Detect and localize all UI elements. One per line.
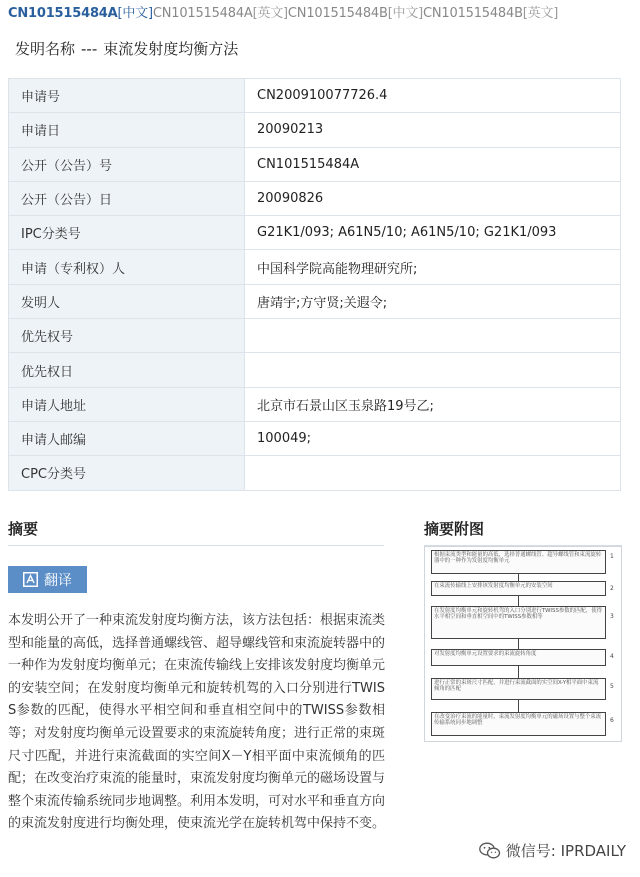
wechat-icon: [479, 842, 501, 860]
document-version-links: [8, 2, 558, 21]
invention-title-label: 发明名称: [15, 40, 76, 58]
flowchart-step: 在发射度均衡单元和旋转机驾的入口分别进行TWISS参数的匹配，使得水平相空间和垂直相空间中的TWISS参数相等: [431, 606, 606, 639]
row-key: 申请（专利权）人: [9, 250, 245, 284]
row-key: CPC分类号: [9, 456, 245, 490]
flowchart-arrow: [518, 596, 519, 606]
row-value: 北京市石景山区玉泉路19号乙;: [245, 387, 621, 421]
row-value: 100049;: [245, 421, 621, 455]
flowchart-step: 在改变治疗束流的能量时，束流发射度均衡单元的磁场设置与整个束流传输系统同步地调整: [431, 712, 606, 736]
flowchart-step-number: 1: [610, 553, 614, 560]
row-key: 申请人地址: [9, 387, 245, 421]
version-link-cn-b-zh[interactable]: CN101515484B[中文]: [287, 6, 424, 21]
flowchart-arrow: [518, 666, 519, 678]
row-value: G21K1/093; A61N5/10; A61N5/10; G21K1/093: [245, 216, 621, 250]
invention-title-separator: ---: [81, 40, 98, 58]
row-key: 申请人邮编: [9, 421, 245, 455]
invention-title: [15, 38, 238, 59]
flowchart-step-number: 5: [610, 683, 614, 690]
version-link-cn-a-zh[interactable]: CN101515484A[中文]: [8, 6, 153, 21]
abstract-heading: 摘要: [8, 520, 39, 538]
row-key: 优先权号: [9, 319, 245, 353]
flowchart-step-number: 3: [610, 613, 614, 620]
table-row: [9, 250, 621, 284]
version-link-cn-b-en[interactable]: CN101515484B[英文]: [423, 6, 559, 21]
row-value: [245, 456, 621, 490]
table-row: [9, 147, 621, 181]
abstract-divider: [8, 545, 384, 546]
table-row: [9, 79, 621, 113]
row-key: 申请号: [9, 79, 245, 113]
table-row: [9, 387, 621, 421]
row-value: [245, 319, 621, 353]
translate-button[interactable]: [8, 566, 87, 593]
flowchart-step-number: 6: [610, 717, 614, 724]
table-row: [9, 216, 621, 250]
flowchart-arrow: [518, 574, 519, 581]
version-link-cn-a-en[interactable]: CN101515484A[英文]: [152, 6, 288, 21]
flowchart-step-number: 4: [610, 653, 614, 660]
table-row: [9, 284, 621, 318]
row-key: 发明人: [9, 284, 245, 318]
translate-icon: [23, 572, 38, 587]
row-key: 优先权日: [9, 353, 245, 387]
flowchart-step: 根据束流类型和能量的高低，选择普通螺线管、超导螺线管和束流旋转器中的一种作为发射度均衡单元: [431, 550, 606, 574]
flowchart-step: 进行正常的束斑尺寸匹配，并进行束流截面的实空间X-Y相平面中束流倾角的匹配: [431, 678, 606, 700]
abstract-figure-heading: 摘要附图: [424, 520, 485, 538]
row-value: 20090213: [245, 113, 621, 147]
table-row: [9, 113, 621, 147]
table-row: [9, 181, 621, 215]
row-key: 公开（公告）号: [9, 147, 245, 181]
flowchart-step: 在束流传输线上安排该发射度均衡单元的安装空间: [431, 581, 606, 596]
table-row: [9, 456, 621, 490]
flowchart-step-number: 2: [610, 585, 614, 592]
flowchart-arrow: [518, 639, 519, 649]
wechat-watermark: [479, 840, 626, 861]
row-value: 唐靖宇;方守贤;关遐令;: [245, 284, 621, 318]
translate-button-label: 翻译: [44, 571, 72, 588]
flowchart-step: 对发射度均衡单元设置要求的束流旋转角度: [431, 649, 606, 666]
row-value: CN101515484A: [245, 147, 621, 181]
row-key: 申请日: [9, 113, 245, 147]
flowchart-arrow: [518, 700, 519, 712]
row-value: 中国科学院高能物理研究所;: [245, 250, 621, 284]
row-value: CN200910077726.4: [245, 79, 621, 113]
row-value: [245, 353, 621, 387]
table-row: [9, 319, 621, 353]
watermark-text: 微信号: IPRDAILY: [505, 842, 626, 860]
row-value: 20090826: [245, 181, 621, 215]
row-key: IPC分类号: [9, 216, 245, 250]
row-key: 公开（公告）日: [9, 181, 245, 215]
invention-title-name: 束流发射度均衡方法: [103, 40, 239, 58]
abstract-text: 本发明公开了一种束流发射度均衡方法，该方法包括：根据束流类型和能量的高低，选择普通螺线管、超导螺线管和束流旋转器中的一种作为发射度均衡单元；在束流传输线上安排该发射度均衡单元的安装空间；在发射度均衡单元和旋转机驾的入口分别进行TWISS参数的匹配，使得水平相空间和垂直相空间中的TWISS参数相等；对发射度均衡单元设置要求的束流旋转角度；进行正常的束斑尺寸匹配，并进行束流截面的实空间X－Y相平面中束流倾角的匹配；在改变治疗束流的能量时，束流发射度均衡单元的磁场设置与整个束流传输系统同步地调整。利用本发明，可对水平和垂直方向的束流发射度进行均衡处理，使束流光学在旋转机驾中保持不变。: [8, 613, 386, 832]
table-row: [9, 421, 621, 455]
patent-info-table: [8, 78, 621, 491]
table-row: [9, 353, 621, 387]
abstract-figure[interactable]: [424, 546, 622, 742]
